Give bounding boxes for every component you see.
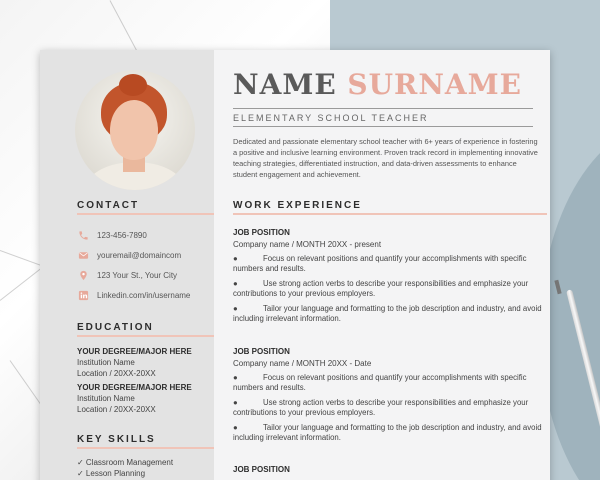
contact-rule [77, 213, 214, 215]
skill-item: ✓ Lesson Planning [77, 469, 146, 478]
skill-item: ✓ Classroom Management [77, 458, 174, 467]
contact-linkedin [77, 289, 190, 301]
job-bullet: ● Tailor your language and formatting to the job description and industry, and avoid including irrelevant information. [233, 304, 542, 323]
bullet-icon: ● [233, 254, 238, 263]
job-bullet: ● Focus on relevant positions and quantify your accomplishments with specific numbers and results. [233, 254, 527, 273]
education-degree-1: YOUR DEGREE/MAJOR HERE [77, 347, 192, 356]
job-bullet: ● Focus on relevant positions and quantify your accomplishments with specific numbers and results. [233, 373, 527, 392]
email-icon [77, 249, 89, 261]
first-name: NAME [233, 68, 337, 101]
job-company: Company name / MONTH 20XX - present [233, 240, 382, 249]
bullet-icon: ● [233, 304, 238, 313]
education-institution-2: Institution Name [77, 394, 135, 403]
resume-page [40, 50, 550, 480]
bullet-icon: ● [233, 398, 238, 407]
profile-photo [75, 70, 195, 190]
education-degree-2: YOUR DEGREE/MAJOR HERE [77, 383, 192, 392]
email-text: youremail@domaincom [97, 250, 182, 260]
address-text: 123 Your St., Your City [97, 270, 178, 280]
job-position: JOB POSITION [233, 465, 290, 474]
phone-text: 123-456-7890 [97, 230, 147, 240]
job-entry [233, 347, 545, 443]
skills-rule [77, 447, 214, 449]
job-entry [233, 228, 545, 324]
full-name [233, 68, 522, 101]
education-rule [77, 335, 214, 337]
bullet-icon: ● [233, 279, 238, 288]
education-details-1: Location / 20XX-20XX [77, 369, 156, 378]
experience-rule [233, 213, 547, 215]
job-entry [233, 465, 545, 474]
profile-summary: Dedicated and passionate elementary school teacher with 6+ years of experience in fostering a positive and inclusive learning environment. Proven track record in implementing innovative teaching strategies, differentiated instruction, and data-driven assessments to enhance student engagement and achievement. [233, 137, 538, 179]
education-details-2: Location / 20XX-20XX [77, 405, 156, 414]
job-position: JOB POSITION [233, 228, 290, 237]
contact-email [77, 249, 181, 261]
title-rule-top [233, 108, 533, 109]
phone-icon [77, 229, 89, 241]
skills-heading: KEY SKILLS [77, 434, 156, 445]
job-bullet: ● Use strong action verbs to describe your responsibilities and emphasize your contributions to your previous employers. [233, 279, 529, 298]
bullet-icon: ● [233, 373, 238, 382]
education-heading: EDUCATION [77, 322, 154, 333]
contact-phone [77, 229, 147, 241]
job-bullet: ● Use strong action verbs to describe your responsibilities and emphasize your contributions to your previous employers. [233, 398, 529, 417]
job-company: Company name / MONTH 20XX - Date [233, 359, 372, 368]
experience-heading: WORK EXPERIENCE [233, 200, 362, 211]
location-pin-icon [77, 269, 89, 281]
title-rule-bottom [233, 126, 533, 127]
job-bullet: ● Tailor your language and formatting to the job description and industry, and avoid including irrelevant information. [233, 423, 542, 442]
contact-heading: CONTACT [77, 200, 140, 211]
linkedin-icon [77, 289, 89, 301]
last-name: SURNAME [347, 68, 522, 101]
education-institution-1: Institution Name [77, 358, 135, 367]
job-title: ELEMENTARY SCHOOL TEACHER [233, 113, 429, 123]
job-position: JOB POSITION [233, 347, 290, 356]
linkedin-text: Linkedin.com/in/username [97, 290, 191, 300]
contact-address [77, 269, 177, 281]
bullet-icon: ● [233, 423, 238, 432]
